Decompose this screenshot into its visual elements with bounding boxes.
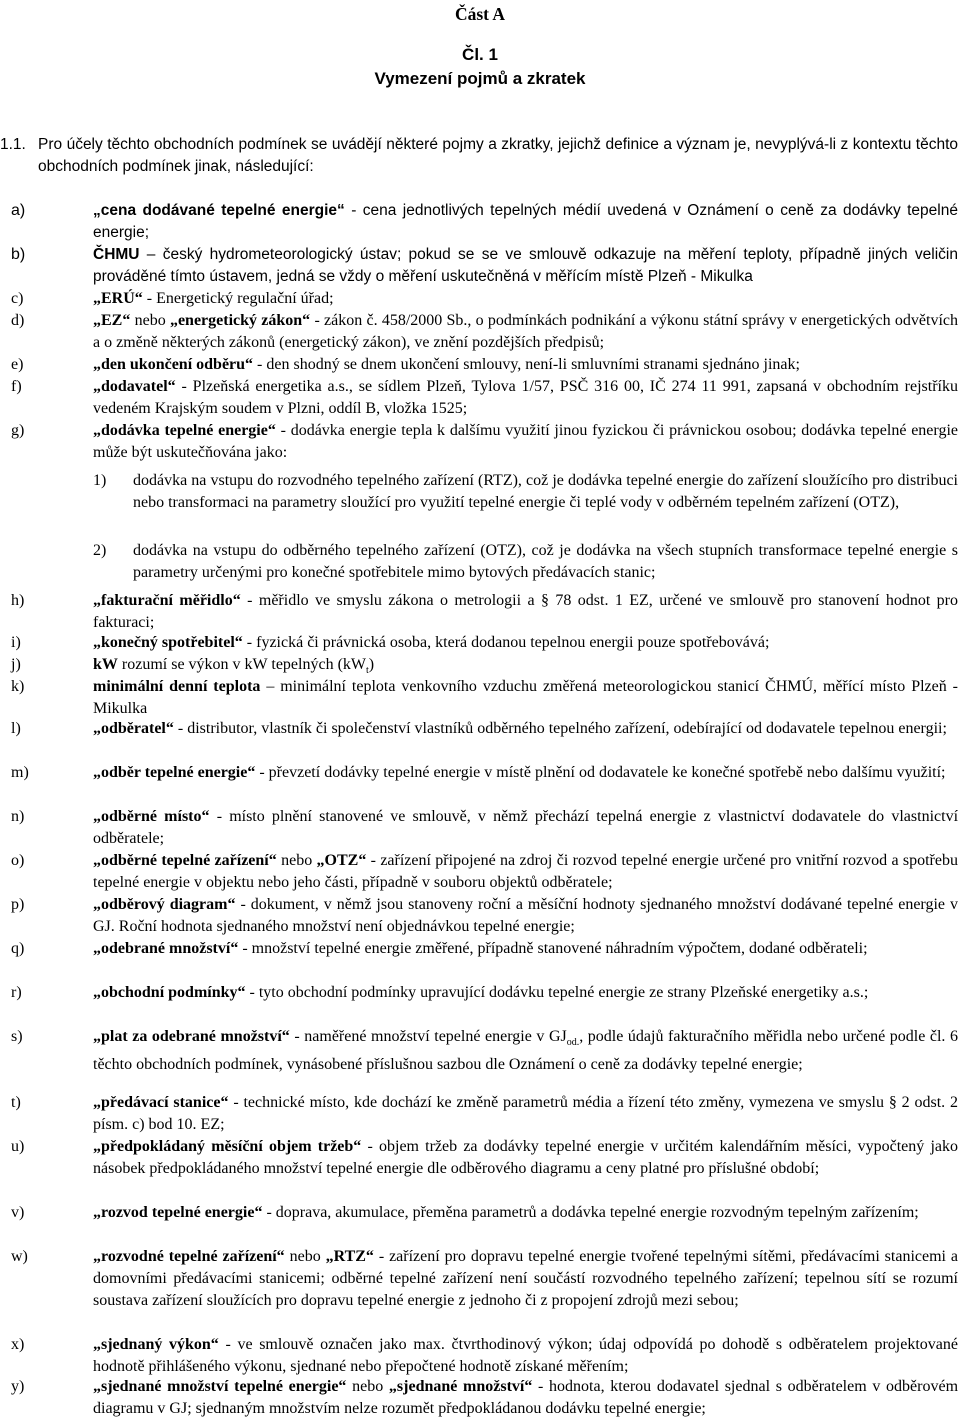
item-term: „rozvodné tepelné zařízení“: [93, 1248, 285, 1265]
item-term: „sjednaný výkon“: [93, 1336, 219, 1353]
item-text: - dokument, v němž jsou stanoveny roční a měsíční hodnoty sjednaného množství dodávané tepelné energie v GJ. Roční hodnota sjednaného množství není objednávkou tepelné energie;: [93, 896, 958, 935]
item-text: – minimální teplota venkovního vzduchu změřená meteorologickou stanicí ČHMÚ, měřící místo Plzeň - Mikulka: [93, 678, 959, 717]
item-text: - hodnota, kterou dodavatel sjednal s odběratelem v odběrovém diagramu v GJ; sjednaným množstvím nelze rozumět předpokládanou dodávku tepelné energie;: [93, 1378, 959, 1417]
item-text: rozumí se výkon v kW tepelných (kW: [117, 656, 366, 673]
item-label: y): [11, 1378, 25, 1395]
definition-item: [11, 718, 958, 740]
definition-item: [11, 1202, 958, 1224]
item-label: i): [11, 634, 21, 651]
definition-item: [11, 1334, 958, 1378]
item-term: „odebrané množství“: [93, 940, 239, 957]
item-text: - naměřené množství tepelné energie v GJ: [289, 1028, 567, 1045]
item-label: a): [11, 202, 26, 219]
item-text: nebo: [276, 852, 317, 869]
item-text: nebo: [346, 1378, 389, 1395]
item-label: c): [11, 290, 24, 307]
item-label: j): [11, 656, 21, 673]
item-label: h): [11, 592, 25, 609]
definition-item: [11, 1376, 958, 1420]
item-subscript: od.: [566, 1037, 580, 1049]
item-label: s): [11, 1028, 23, 1045]
item-term: „den ukončení odběru“: [93, 356, 254, 373]
item-label: x): [11, 1336, 25, 1353]
item-term-alt: „energetický zákon“: [169, 312, 311, 329]
definition-item: [11, 938, 958, 960]
item-text: - objem tržeb za dodávky tepelné energie v určitém kalendářním měsíci, vypočtený jako násobek předpokládaného množství tepelné energie dle odběrového diagramu a ceny platné pro příslušné období;: [93, 1138, 958, 1177]
article-title: Vymezení pojmů a zkratek: [374, 69, 586, 88]
item-label: u): [11, 1138, 25, 1155]
item-term: „fakturační měřidlo“: [93, 592, 241, 609]
item-label: o): [11, 852, 25, 869]
item-text: - doprava, akumulace, přeměna parametrů a dodávka tepelné energie rozvodným tepelným zařízením;: [262, 1204, 919, 1221]
item-text-end: ): [368, 656, 375, 673]
definition-item: [11, 676, 958, 720]
item-text: nebo: [130, 312, 170, 329]
item-text: - zákon č. 458/2000 Sb., o podmínkách podnikání a výkonu státní správy v energetických odvětvích a o změně některých zákonů (energetický zákon), ve znění pozdějších předpisů;: [93, 312, 958, 351]
item-term-alt: „OTZ“: [316, 852, 367, 869]
item-term: „odběr tepelné energie“: [93, 764, 256, 781]
item-label: p): [11, 896, 25, 913]
item-text: - zařízení pro dopravu tepelné energie tvořené tepelnými sítěmi, předávacími stanicemi a domovními předávacími stanicemi; odběrné tepelné zařízení není součástí rozvodného tepelného zařízení; tepelnou sítí se rozumí soustava zařízení sloužících pro dopravu tepelné energie z jednoho či z propojení zdrojů mezi sebou;: [93, 1248, 958, 1309]
item-term: „odběrový diagram“: [93, 896, 236, 913]
item-term: „ERÚ“: [93, 290, 143, 307]
item-label: r): [11, 984, 22, 1001]
item-term: kW: [93, 656, 118, 673]
item-term: „dodávka tepelné energie“: [93, 422, 276, 439]
item-term-alt: „sjednané množství“: [388, 1378, 533, 1395]
item-text: - místo plnění stanovené ve smlouvě, v němž přechází tepelná energie z vlastnictví dodavatele do vlastnictví odběratele;: [93, 808, 959, 847]
item-term: „odběrné tepelné zařízení“: [93, 852, 277, 869]
part-heading: Část A: [454, 4, 506, 24]
item-text: - technické místo, kde dochází ke změně parametrů média a řízení této změny, vymezena ve smyslu § 2 odst. 2 písm. c) bod 10. EZ;: [93, 1094, 958, 1133]
item-text: - fyzická či právnická osoba, která dodanou tepelnou energii pouze spotřebovává;: [242, 634, 770, 651]
item-term: „předávací stanice“: [93, 1094, 229, 1111]
item-text: - zařízení připojené na zdroj či rozvod tepelné energie určené pro vnitřní rozvod a spotřebu tepelné energie v objektu nebo jeho části, případně v souboru objektů odběratele;: [93, 852, 958, 891]
definition-item: [11, 762, 958, 784]
definition-item: [11, 1246, 958, 1312]
item-term: „předpokládaný měsíční objem tržeb“: [93, 1138, 362, 1155]
definition-item: [11, 806, 958, 850]
item-text: - Energetický regulační úřad;: [142, 290, 334, 307]
sub-item: [93, 540, 958, 584]
item-label: b): [11, 246, 26, 263]
item-text: - cena jednotlivých tepelných médií uvedená v Oznámení o ceně za dodávky tepelné energie;: [93, 202, 958, 241]
item-label: v): [11, 1204, 25, 1221]
sub-item: [93, 470, 958, 514]
definition-item: [11, 310, 958, 354]
item-text-end: , podle údajů fakturačního měřidla nebo určené podle čl. 6 těchto obchodních podmínek, vynásobené příslušnou sazbou dle Oznámení o ceně za dodávky tepelné energie;: [93, 1028, 958, 1074]
sub-item-label: 2): [93, 542, 107, 559]
item-label: e): [11, 356, 24, 373]
item-label: k): [11, 678, 25, 695]
item-term: „dodavatel“: [93, 378, 176, 395]
item-label: d): [11, 312, 25, 329]
item-label: n): [11, 808, 25, 825]
item-term: „obchodní podmínky“: [93, 984, 246, 1001]
item-text: - ve smlouvě označen jako max. čtvrthodinový výkon; údaj odpovídá po dohodě s odběratelem projektované hodnotě přihlášeného výkonu, sjednané nebo přepočtené hodnotě získané měřením;: [93, 1336, 959, 1375]
sub-item-label: 1): [93, 472, 107, 489]
intro-number: 1.1.: [0, 136, 26, 153]
definition-item: [11, 1136, 958, 1180]
definition-item: [11, 850, 958, 894]
item-term: „odběrné místo“: [93, 808, 210, 825]
article-number: Čl. 1: [462, 45, 498, 64]
intro-text: Pro účely těchto obchodních podmínek se uvádějí některé pojmy a zkratky, jejichž definice a význam je, nevyplývá-li z kontextu těchto obchodních podmínek jinak, následující:: [38, 136, 958, 175]
item-text: – český hydrometeorologický ústav; pokud se se ve smlouvě odkazuje na měření teploty, případně jiných veličin prováděné tímto ústavem, jedná se vždy o měření uskutečněná v měřícím místě Plzeň - Mikulka: [93, 246, 958, 285]
intro-paragraph: [0, 134, 958, 178]
sub-item-text: dodávka na vstupu do odběrného tepelného zařízení (OTZ), což je dodávka na všech stupních transformace tepelné energie s parametry určenými pro konečné spotřebitele mimo bytových předávacích stanic;: [133, 542, 958, 581]
item-text: - tyto obchodní podmínky upravující dodávku tepelné energie ze strany Plzeňské energetiky a.s.;: [245, 984, 869, 1001]
item-term: „sjednané množství tepelné energie“: [93, 1378, 347, 1395]
item-term: „konečný spotřebitel“: [93, 634, 243, 651]
definition-item: [11, 420, 958, 464]
item-subscript: t: [366, 665, 369, 677]
definition-item: [11, 354, 958, 376]
item-text: - distributor, vlastník či společenství vlastníků odběrného tepelného zařízení, odebírající od dodavatele tepelnou energii;: [173, 720, 947, 737]
item-term: „cena dodávané tepelné energie“: [93, 202, 345, 219]
definition-item: [11, 1092, 958, 1136]
item-label: t): [11, 1094, 21, 1111]
definition-item: [11, 1026, 958, 1076]
definition-item: [11, 244, 958, 288]
item-term: „plat za odebrané množství“: [93, 1028, 290, 1045]
item-term-alt: „RTZ“: [325, 1248, 374, 1265]
item-text: - den shodný se dnem ukončení smlouvy, není-li smluvními stranami sjednáno jinak;: [253, 356, 800, 373]
item-text: - množství tepelné energie změřené, případně stanovené náhradním výpočtem, dodané odběrateli;: [238, 940, 868, 957]
item-term: „odběratel“: [93, 720, 174, 737]
definition-item: [11, 288, 958, 310]
item-term: „rozvod tepelné energie“: [93, 1204, 263, 1221]
item-term: ČHMU: [93, 246, 140, 263]
sub-item-text: dodávka na vstupu do rozvodného tepelného zařízení (RTZ), což je dodávka tepelné energie do zařízení sloužícího pro distribuci nebo transformaci na parametry sloužící pro využití tepelné energie či teplé vody v odběrném tepelném zařízení (OTZ),: [133, 472, 958, 511]
item-label: f): [11, 378, 22, 395]
definition-item: [11, 632, 958, 654]
item-label: g): [11, 422, 25, 439]
item-term: minimální denní teplota: [93, 678, 261, 695]
item-text: - dodávka energie tepla k dalšímu využití jinou fyzickou či právnickou osobou; dodávka tepelné energie může být uskutečňována jako:: [93, 422, 958, 461]
definition-item: [11, 200, 958, 244]
item-term: „EZ“: [93, 312, 131, 329]
item-label: w): [11, 1248, 28, 1265]
definition-item: [11, 376, 958, 420]
definition-item: [11, 894, 958, 938]
item-text: - měřidlo ve smyslu zákona o metrologii a § 78 odst. 1 EZ, určené ve smlouvě pro stanovení hodnot pro fakturaci;: [93, 592, 958, 631]
item-label: l): [11, 720, 21, 737]
item-label: m): [11, 764, 29, 781]
item-text: nebo: [284, 1248, 326, 1265]
item-text: - Plzeňská energetika a.s., se sídlem Plzeň, Tylova 1/57, PSČ 316 00, IČ 274 11 991, zapsaná v obchodním rejstříku vedeném Krajským soudem v Plzni, oddíl B, vložka 1525;: [93, 378, 958, 417]
definition-item: [11, 590, 958, 634]
definition-item: [11, 982, 958, 1004]
item-text: - převzetí dodávky tepelné energie v místě plnění od dodavatele ke konečné spotřebě nebo dalšímu využití;: [255, 764, 946, 781]
item-label: q): [11, 940, 25, 957]
